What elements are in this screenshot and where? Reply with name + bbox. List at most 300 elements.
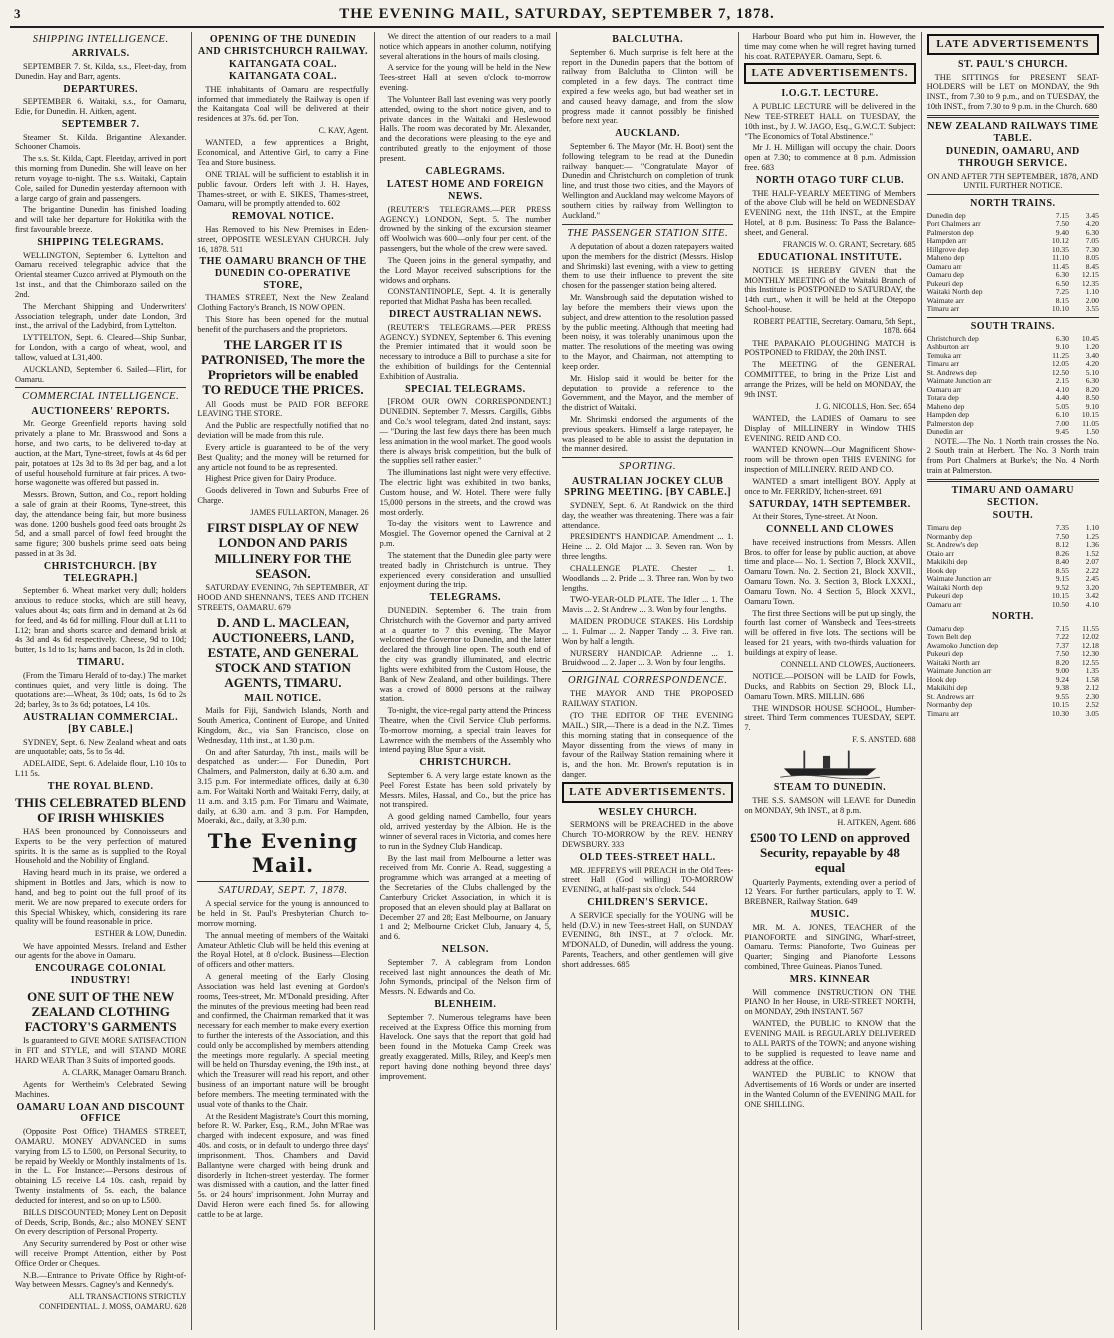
paragraph: September 7. Numerous telegrams have been received at the Express Office this morning from Havelock. One says that the report that gold had been found in the Motueka Camp Creek was greatly exaggerated. Mills, Riley, and Keep's men report having done nothing beyond three days' improvement. bbox=[379, 1012, 551, 1081]
train-time: 9.38 bbox=[1055, 683, 1069, 693]
display-advert-text: ONE SUIT OF THE NEW ZEALAND CLOTHING FACTORY'S GARMENTS bbox=[24, 988, 177, 1034]
paragraph: SEPTEMBER 6. Waitaki, s.s., for Oamaru, Edie, for Dunedin. H. Aitken, agent. bbox=[15, 97, 187, 117]
paragraph: THE MAYOR AND THE PROPOSED RAILWAY STATION. bbox=[561, 689, 734, 709]
paragraph: On and after Saturday, 7th inst., mails will be despatched as under:— For Dunedin, Port Chalmers, and Palmerston, daily at 6.30 a.m. and 3.15 p.m. For intermediate offices, daily at 6.30 a.m. For Waitaki North and Waitaki Ferry, daily, at 11 a.m. and 3.15 p.m. For Timaru and Waimate, daily, at 6.30 a.m. and 3 p.m. For Hampden, Moeraki, &c., daily, at 3.30 p.m. bbox=[197, 747, 369, 826]
timetable-row bbox=[927, 642, 1099, 651]
paragraph: ADELAIDE, Sept. 6. Adelaide flour, L10 10s to L11 5s. bbox=[15, 759, 187, 778]
train-time: 11.25 bbox=[1052, 350, 1069, 360]
timetable-row bbox=[927, 297, 1099, 306]
timetable-row bbox=[927, 254, 1099, 263]
timetable-row bbox=[927, 584, 1099, 593]
section-heading: ARRIVALS. bbox=[71, 48, 130, 60]
section-heading: THE ROYAL BLEND. bbox=[47, 780, 154, 792]
divider bbox=[927, 194, 1099, 195]
timetable-row bbox=[927, 377, 1099, 386]
paragraph: MAIDEN PRODUCE STAKES. His Lordship ... 1. Fulmar ... 2. Napper Tandy ... 3. Five ran. Won by half a length. bbox=[561, 617, 734, 646]
station-name: Timaru dep bbox=[926, 524, 962, 533]
train-time: 10.15 bbox=[1051, 591, 1069, 601]
section-heading: CONNELL AND CLOWES bbox=[766, 524, 894, 536]
paragraph: CHALLENGE PLATE. Chester ... 1. Woodlands ... 2. Pride ... 3. Three ran. Won by two lengths. bbox=[561, 563, 734, 593]
train-time: 2.15 bbox=[1055, 376, 1069, 386]
train-time: 9.45 bbox=[1055, 427, 1069, 437]
timetable-row bbox=[927, 360, 1099, 369]
station-name: Otaio arr bbox=[926, 549, 954, 558]
train-time: 2.22 bbox=[1085, 565, 1099, 575]
section-heading: STEAM TO DUNEDIN. bbox=[773, 782, 887, 794]
paragraph: WANTED, the PUBLIC to KNOW that the EVENING MAIL is REGULARLY DELIVERED to ALL PARTS of the TOWN; and anyone wishing to be supplied is requested to leave name and address at the office. bbox=[744, 1019, 916, 1068]
train-time: 8.55 bbox=[1055, 565, 1069, 575]
paragraph: A PUBLIC LECTURE will be delivered in the New TEE-STREET HALL on TUESDAY, the 10th inst., by J. W. JAGO, Esq., G.W.C.T. Subject: "The Economics of Total Abstinence." bbox=[744, 102, 916, 141]
section-heading: SATURDAY, 14TH SEPTEMBER. bbox=[749, 498, 911, 510]
railway-crossing-note: NOTE.—The No. 1 North train crosses the No. 2 South train at Herbert. The No. 3 North train from Port Chalmers at Burke's; the No. 4 North train at Palmerston. bbox=[926, 436, 1099, 476]
signature-line: H. AITKEN, Agent. 686 bbox=[837, 817, 916, 827]
section-heading: OLD TEES-STREET HALL. bbox=[579, 851, 716, 863]
train-time: 8.50 bbox=[1085, 393, 1099, 403]
train-time: 2.12 bbox=[1085, 683, 1099, 693]
paragraph: Mails for Fiji, Sandwich Islands, North and South America, Continent of Europe, and United Kingdom, &c., via San Francisco, close on Wednesday, 11th inst., at 1.30 p.m. bbox=[197, 706, 369, 745]
paragraph: Harbour Board who put him in. However, the time may come when he will regret having turned his coat. RATEPAYER. Oamaru, Sept. 6. bbox=[744, 32, 916, 61]
station-name: Normanby dep bbox=[926, 701, 972, 710]
train-time: 10.15 bbox=[1081, 410, 1099, 420]
train-time: 10.12 bbox=[1051, 236, 1069, 246]
paragraph: HAS been pronounced by Connoisseurs and Experts to be the very perfection of matured spirits. It is the same as is supplied to the Royal Household and the Nobility of England. bbox=[15, 826, 187, 866]
paragraph: Has Removed to his New Premises in Eden-street, OPPOSITE WESLEYAN CHURCH. July 16, 1878. 511 bbox=[197, 224, 369, 254]
paragraph: The first three Sections will be put up singly, the fourth last corner of Wansbeck and Tees-streets will be offered in five lots. The sections will be leased for 21 years, with two-thirds valuation for buildings at expiry of lease. bbox=[744, 608, 916, 657]
train-time: 4.20 bbox=[1085, 219, 1099, 229]
signature-line: ROBERT PEATTIE, Secretary. Oamaru, 5th Sept., 1878. 664 bbox=[753, 316, 916, 336]
timetable-row bbox=[927, 212, 1099, 221]
south-trains-heading: SOUTH TRAINS. bbox=[970, 320, 1055, 332]
station-name: Oamaru dep bbox=[926, 271, 964, 280]
station-name: Palmerston dep bbox=[926, 419, 974, 428]
column-1 bbox=[10, 32, 192, 1330]
paragraph: Agents for Wertheim's Celebrated Sewing Machines. bbox=[15, 1080, 187, 1099]
paragraph: Is guaranteed to GIVE MORE SATISFACTION in FIT and STYLE, and will STAND MORE HARD WEAR Than 3 Suits of imported goods. bbox=[15, 1036, 187, 1065]
signature-line: ESTHER & LOW, Dunedin. bbox=[94, 929, 187, 939]
paragraph: A special service for the young is announced to be held in St. Paul's Presbyterian Church to-morrow morning. bbox=[197, 899, 369, 928]
paragraph: SYDNEY, Sept. 6. At Randwick on the third day, the weather was threatening. There was a fair attendance. bbox=[561, 500, 734, 530]
train-time: 6.10 bbox=[1055, 410, 1069, 420]
paragraph: N.B.—Entrance to Private Office by Right-of-Way between Messrs. Cagney's and Kennedy's. bbox=[15, 1270, 187, 1290]
section-heading: I.O.G.T. LECTURE. bbox=[781, 88, 879, 100]
paragraph: SERMONS will be PREACHED in the above Church TO-MORROW by the REV. HENRY DEWSBURY. 333 bbox=[561, 820, 734, 850]
train-time: 6.50 bbox=[1055, 278, 1069, 288]
station-name: Pukeuri dep bbox=[926, 592, 964, 601]
timetable-row bbox=[927, 693, 1099, 702]
train-time: 5.05 bbox=[1055, 401, 1069, 411]
paragraph: This Store has been opened for the mutual benefit of the purchasers and the proprietors. bbox=[197, 315, 369, 334]
timetable-row bbox=[927, 271, 1099, 280]
section-heading: CHILDREN'S SERVICE. bbox=[587, 897, 709, 909]
train-time: 7.50 bbox=[1055, 219, 1069, 229]
paragraph: [FROM OUR OWN CORRESPONDENT.] DUNEDIN. September 7. Messrs. Cargills, Gibbs and Co.'s wool telegram, dated 2nd instant, says:— "During the last few days there has been much less animation in the wool market. The good wools there is always brisk competition, but the bulk of the supplies sell rather easier." bbox=[379, 397, 551, 466]
train-time: 9.55 bbox=[1055, 691, 1069, 701]
train-time: 12.35 bbox=[1081, 278, 1099, 288]
paragraph: THE PAPAKAIO PLOUGHING MATCH is POSTPONED to FRIDAY, the 20th INST. bbox=[744, 338, 916, 358]
paragraph: NURSERY HANDICAP. Adrienne ... 1. Bruidwood ... 2. Japer ... 3. Won by four lengths. bbox=[561, 648, 734, 668]
train-time: 12.18 bbox=[1081, 640, 1099, 650]
train-time: 1.52 bbox=[1085, 548, 1099, 558]
timetable-row bbox=[927, 394, 1099, 403]
section-heading: LATEST HOME AND FOREIGN NEWS. bbox=[386, 179, 544, 203]
station-name: St. Andrews dep bbox=[926, 368, 977, 377]
train-time: 9.15 bbox=[1055, 574, 1069, 584]
timetable-row bbox=[927, 229, 1099, 238]
paragraph: The s.s. St. Kilda, Capt. Fleetday, arrived in port this morning from Dunedin. She will leave on her return voyage to-night. The s.s. Waitaki, Captain Cole, sailed for Dunedin yesterday afternoon with a large cargo of grain and passengers. bbox=[15, 154, 187, 203]
paragraph: Messrs. Brown, Sutton, and Co., report holding a sale of grain at their Rooms, Tyne-street, this day, the attendance being fair, but more business was done. 1200 bushels good feed oats brought 2s 5d, and a small parcel of fowl feed brought the same figure; 300 bushels prime seed oats being passed in at 3s 3d. bbox=[15, 490, 187, 559]
train-time: 6.30 bbox=[1055, 333, 1069, 343]
timetable-row bbox=[927, 659, 1099, 668]
paragraph: (TO THE EDITOR OF THE EVENING MAIL.) SIR,—There is a dead in the N.Z. Times this morning stating that in consequence of the Mayor dissenting from the views of many in favour of the Railway Station remaining where it is, and the hon. Mr. Brown's reputation is in danger. bbox=[561, 711, 734, 780]
paragraph: (REUTER'S TELEGRAMS.—PER PRESS AGENCY.) LONDON, Sept. 5. The number drowned by the sinking of the excursion steamer off Woolwich was 600—only four per cent. of the passengers, but the whole of the crew were saved. bbox=[379, 204, 551, 254]
train-time: 2.07 bbox=[1085, 557, 1099, 567]
column-4 bbox=[557, 32, 739, 1330]
train-time: 4.40 bbox=[1055, 393, 1069, 403]
train-time: 5.10 bbox=[1085, 367, 1099, 377]
section-heading: KAITANGATA COAL. KAITANGATA COAL. bbox=[228, 59, 337, 83]
paragraph: ONE TRIAL will be sufficient to establish it in public favour. Orders left with J. H. Hayes, Thames-street, or with E. SIKES, Thames-street, Oamaru, will be promptly attended to. 602 bbox=[197, 169, 369, 209]
train-time: 9.10 bbox=[1055, 342, 1069, 352]
station-name: Dunedin arr bbox=[926, 428, 964, 437]
section-heading: NORTH OTAGO TURF CLUB. bbox=[755, 174, 905, 186]
section-heading: SPORTING. bbox=[619, 461, 677, 473]
station-name: Waimate arr bbox=[926, 296, 964, 305]
train-time: 3.40 bbox=[1085, 350, 1099, 360]
timetable-row bbox=[927, 575, 1099, 584]
divider bbox=[562, 457, 733, 458]
timetable-row bbox=[927, 592, 1099, 601]
train-time: 2.45 bbox=[1085, 574, 1099, 584]
paragraph: The illuminations last night were very effective. The electric light was exhibited in two banks, Custom house, and W. Hotel. There were fully 15,000 persons in the streets, and the crowd was most orderly. bbox=[379, 468, 551, 517]
station-name: Maheno dep bbox=[926, 402, 965, 411]
timetable-row bbox=[927, 550, 1099, 559]
train-time: 8.26 bbox=[1055, 548, 1069, 558]
paragraph: The MEETING of the GENERAL COMMITTEE, to bring in the Prize List and arrange the Prizes, will be held on MONDAY, the 9th INST. bbox=[744, 360, 916, 399]
train-time: 1.35 bbox=[1085, 666, 1099, 676]
train-time: 1.10 bbox=[1085, 287, 1099, 297]
section-heading: ORIGINAL CORRESPONDENCE. bbox=[567, 675, 728, 687]
north-timetable bbox=[927, 212, 1099, 314]
section-heading: MRS. KINNEAR bbox=[789, 973, 871, 985]
railway-effective-note: ON AND AFTER 7TH SEPTEMBER, 1878, AND UNTIL FURTHER NOTICE. bbox=[927, 171, 1099, 191]
paragraph: THE inhabitants of Oamaru are respectfully informed that immediately the Railway is open if the Kaitangata Coal will be delivered at their residences at 37s. 6d. per Ton. bbox=[197, 84, 369, 124]
train-time: 11.45 bbox=[1052, 261, 1069, 271]
editorial-title: The Evening Mail. bbox=[207, 829, 359, 877]
section-heading: COMMERCIAL INTELLIGENCE. bbox=[22, 391, 180, 403]
train-time: 4.10 bbox=[1085, 599, 1099, 609]
paragraph: PRESIDENT'S HANDICAP. Amendment ... 1. Heine ... 2. Old Major ... 3. Seven ran. Won by three lengths. bbox=[561, 532, 734, 562]
train-time: 9.40 bbox=[1055, 227, 1069, 237]
train-time: 1.36 bbox=[1085, 540, 1099, 550]
masthead-title: THE EVENING MAIL, SATURDAY, SEPTEMBER 7, 1878. bbox=[339, 6, 775, 22]
paragraph: THAMES STREET, Next the New Zealand Clothing Factory's Branch, IS NOW OPEN. bbox=[197, 293, 369, 313]
train-time: 11.05 bbox=[1082, 418, 1099, 428]
timetable-row bbox=[927, 369, 1099, 378]
paragraph: SYDNEY, Sept. 6. New Zealand wheat and oats are unquotable; oats, 5s to 5s 4d. bbox=[15, 737, 187, 757]
column-3 bbox=[375, 32, 557, 1330]
paragraph: AUCKLAND, September 6. Sailed—Flirt, for Oamaru. bbox=[15, 364, 187, 384]
paragraph: Mr. George Greenfield reports having sold privately a plane to Mr. Brasswood and Sons a horse, and two carts, to be delivered to-day at auction, at the Mart, Tyne-street, fowls at 4s 6d per pair, potatoes at 12s 3d to 8s 3d per bag, and a lot of useful household furniture at fair prices. A two-horse wagonette was offered but passed in. bbox=[15, 419, 187, 488]
paragraph: We have appointed Messrs. Ireland and Esther our agents for the above in Oamaru. bbox=[15, 941, 187, 961]
section-heading: DEPARTURES. bbox=[63, 83, 139, 95]
late-ads-banner: LATE ADVERTISEMENTS. bbox=[744, 63, 915, 84]
paragraph: September 6. The Mayor (Mr. H. Boot) sent the following telegram to be read at the Dunedin railway banquet:— "Congratulate Mayor of Dunedin and Christchurch on completion of trunk line, and trust those two cities, and the Mayors of Wellington and Auckland may welcome Mayors of southern cities by railway from Wellington to Auckland." bbox=[561, 142, 734, 220]
train-time: 2.00 bbox=[1085, 295, 1099, 305]
paragraph: WANTED the PUBLIC to KNOW that Advertisements of 16 Words or under are inserted in the Wanted Column of the EVENING MAIL for ONE SHILLING. bbox=[744, 1070, 916, 1109]
paragraph: NOTICE IS HEREBY GIVEN that the MONTHLY MEETING of the Waitaki Branch of this Institute is POSTPONED to SATURDAY, the 14th curt., when it will be held at the Otepopo School-house. bbox=[744, 265, 916, 315]
paragraph: Mr. Shrimski endorsed the arguments of the previous speakers. Himself a large ratepayer, he was pleased to be able to assist the deputation in the manner desired. bbox=[561, 414, 734, 454]
station-name: Maheno dep bbox=[926, 254, 965, 263]
divider bbox=[927, 479, 1099, 482]
station-name: Town Belt dep bbox=[926, 633, 972, 642]
station-name: Timaru arr bbox=[926, 305, 960, 314]
train-time: 8.05 bbox=[1085, 253, 1099, 263]
north-trains-heading: NORTH TRAINS. bbox=[970, 198, 1056, 210]
station-name: Waitaki North dep bbox=[926, 288, 983, 297]
timetable-row bbox=[927, 533, 1099, 542]
paragraph: Mr. Hislop said it would be better for the deputation to provide a reference to the Government, and the Mayor, and the member of the district of Waitaki. bbox=[561, 373, 734, 413]
paragraph: THE S.S. SAMSON will LEAVE for Dunedin on MONDAY, 9th INST., at 8 p.m. bbox=[744, 796, 916, 815]
station-name: Waimate Junction arr bbox=[926, 377, 992, 386]
train-time: 2.30 bbox=[1085, 691, 1099, 701]
paragraph: WANTED KNOWN—Our Magnificent Show-room will be thrown open THIS EVENING for inspection of MILLINERY. REID AND CO. bbox=[744, 445, 916, 475]
paragraph: The Merchant Shipping and Underwriters' Association telegraph, under date London, 3rd inst., the arrival of the Ladybird, from Lyttelton. bbox=[15, 301, 187, 331]
train-time: 12.05 bbox=[1051, 359, 1069, 369]
paragraph: DUNEDIN. September 6. The train from Christchurch with the Governor and party arrived at a quarter to 7 this evening. The Mayor welcomed the Governor to Dunedin, and the latter declared the through line open. The south end of the city was grandly illuminated, and electric lights were exhibited from the Custom House, the Bank of New Zealand, and other buildings. There was a crowd of 8000 persons at the railway station. bbox=[379, 605, 551, 704]
timetable-row bbox=[927, 567, 1099, 576]
paragraph: September 6. A very large estate known as the Peel Forest Estate has been sold privately by Messrs. Miles, Hassal, and Co., but the price has not transpired. bbox=[379, 770, 551, 810]
train-time: 12.30 bbox=[1081, 649, 1099, 659]
timetable-row bbox=[927, 601, 1099, 610]
section-heading: TELEGRAMS. bbox=[429, 592, 502, 604]
paragraph: The statement that the Dunedin glee party were treated badly in Christchurch is untrue. They experienced every consideration and unsullied enjoyment during the trip. bbox=[379, 550, 551, 590]
timetable-row bbox=[927, 633, 1099, 642]
timetable-row bbox=[927, 335, 1099, 344]
train-time: 11.10 bbox=[1052, 253, 1069, 263]
paragraph: The Volunteer Ball last evening was very poorly attended, owing to the short notice given, and to private dances in the Waitaki and Heslewood Halls. The room was decorated by Mr. Alexander, and the decorations were pleasing to the eye and contributed greatly to the enjoyment of those present. bbox=[379, 94, 551, 163]
paragraph: TWO-YEAR-OLD PLATE. The Idler ... 1. The Mavis ... 2. St Andrew ... 3. Won by four lengths. bbox=[561, 595, 734, 615]
timetable-row bbox=[927, 411, 1099, 420]
station-name: Hampden arr bbox=[926, 237, 967, 246]
train-time: 7.00 bbox=[1055, 418, 1069, 428]
section-heading: AUSTRALIAN JOCKEY CLUB SPRING MEETING. [BY CABLE.] bbox=[564, 475, 732, 499]
station-name: Ashburton arr bbox=[926, 343, 970, 352]
station-name: Oamaru arr bbox=[926, 385, 962, 394]
section-heading: OAMARU LOAN AND DISCOUNT OFFICE bbox=[16, 1101, 185, 1125]
section-heading: WESLEY CHURCH. bbox=[598, 806, 698, 818]
train-time: 6.30 bbox=[1085, 376, 1099, 386]
steamship-illustration bbox=[753, 747, 907, 779]
train-time: 10.15 bbox=[1051, 700, 1069, 710]
station-name: Temuka arr bbox=[926, 351, 962, 360]
train-time: 3.20 bbox=[1085, 582, 1099, 592]
train-time: 8.40 bbox=[1055, 557, 1069, 567]
train-time: 10.35 bbox=[1051, 244, 1069, 254]
station-name: Timaru arr bbox=[926, 709, 960, 718]
train-time: 7.15 bbox=[1055, 623, 1069, 633]
train-time: 8.12 bbox=[1055, 540, 1069, 550]
st-pauls-notice: THE SITTINGS for PRESENT SEAT-HOLDERS will be LET on MONDAY, the 9th INST., from 7.30 to 9 p.m., and on TUESDAY, the 10th INST., from 7.30 to 9 p.m. in the Church. 680 bbox=[926, 72, 1099, 112]
train-time: 3.05 bbox=[1085, 708, 1099, 718]
signature-line: A. CLARK, Manager Oamaru Branch. bbox=[62, 1067, 187, 1077]
paragraph: WELLINGTON, September 6. Lyttelton and Oamaru received telegraphic advice that the Oriental steamer Cuzco arrived at Plymouth on the 1st inst., and that the Chimborazo sailed on the 2nd. bbox=[15, 250, 187, 299]
train-time: 8.15 bbox=[1055, 295, 1069, 305]
timetable-row bbox=[927, 667, 1099, 676]
station-name: Oamaru arr bbox=[926, 600, 962, 609]
section-heading: NELSON. bbox=[441, 944, 489, 956]
display-advert-text: £500 TO LEND on approved Security, repayable by 48 equal bbox=[750, 830, 910, 876]
timetable-row bbox=[927, 288, 1099, 297]
paragraph: (Opposite Post Office) THAMES STREET, OAMARU. MONEY ADVANCED in sums varying from L5 to L500, on Personal Security, to be repaid by Weekly or Monthly instalments of 1s. in the L. For Instance:—Persons desirous of obtaining L5 receive L4 10s. cash, repaid by Twenty instalments of 5s. each, the balance deducted for interest, and so on up to L500. bbox=[15, 1127, 187, 1205]
paragraph: (From the Timaru Herald of to-day.) The market continues quiet, and very little is doing. The quotations are:—Wheat, 3s 10d; oats, 1s 6d to 2s 2d; barley, 3s to 3s 6d; potatoes, L4 10s. bbox=[15, 670, 187, 710]
section-heading: CHRISTCHURCH. [BY TELEGRAPH.] bbox=[43, 560, 158, 584]
train-time: 7.05 bbox=[1085, 236, 1099, 246]
train-time: 10.30 bbox=[1051, 708, 1069, 718]
station-name: Waimate Junction arr bbox=[926, 575, 992, 584]
train-time: 1.25 bbox=[1085, 531, 1099, 541]
signature-line: JAMES FULLARTON, Manager. 26 bbox=[250, 507, 369, 517]
timetable-row bbox=[927, 676, 1099, 685]
paragraph: THE WINDSOR HOUSE SCHOOL, Humber-street. Third Term commences TUESDAY, SEPT. 7. bbox=[744, 703, 916, 733]
paragraph: BILLS DISCOUNTED; Money Lent on Deposit of Deeds, Scrip, Bonds, &c.; also MONEY SENT On every description of Personal Property. bbox=[15, 1207, 187, 1237]
timetable-row bbox=[927, 246, 1099, 255]
station-name: Normanby dep bbox=[926, 532, 972, 541]
column-5 bbox=[739, 32, 921, 1330]
train-time: 7.22 bbox=[1055, 632, 1069, 642]
paragraph: Highest Price given for Dairy Produce. bbox=[205, 474, 337, 484]
timetable-row bbox=[927, 237, 1099, 246]
paragraph: September 6. Wheat market very dull; holders anxious to reduce stocks, which are still heavy, values about 4s; oats firm and in demand at 2s 6d for feed, and 4s 6d for milling. Flour dull at L11 to L12; bran and shorts scarce and demand brisk at 4s 3d and 4s 6d respectively. Cheese, 9d to 10d; butter, 1s 1d to 1s; hams and bacon, 1s 2d in cloth. bbox=[15, 586, 187, 655]
section-heading: AUCKLAND. bbox=[615, 128, 681, 140]
timetable-row bbox=[927, 701, 1099, 710]
signature-line: CONNELL AND CLOWES, Auctioneers. bbox=[780, 659, 916, 669]
paragraph: (REUTER'S TELEGRAMS.—PER PRESS AGENCY.) SYDNEY, September 6. This evening the Premier intimated that it would soon be necessary to introduce a Bill to purchase a site for the exhibition of buildings for the Centennial Exhibition of Australia. bbox=[379, 322, 551, 381]
train-time: 4.20 bbox=[1085, 359, 1099, 369]
timetable-row bbox=[927, 541, 1099, 550]
timetable-row bbox=[927, 263, 1099, 272]
timetable-row bbox=[927, 650, 1099, 659]
paragraph: LYTTELTON, Sept. 6. Cleared—Ship Sunbar, for London, with a cargo of wheat, wool, and tallow, valued at L31,400. bbox=[15, 333, 187, 362]
timetable-row bbox=[927, 403, 1099, 412]
station-name: Oamaru dep bbox=[926, 624, 964, 633]
train-time: 9.24 bbox=[1055, 674, 1069, 684]
paragraph: A deputation of about a dozen ratepayers waited upon the members for the district (Messrs. Hislop and Shrimski) last evening, with a view to getting them to use their influence to prevent the site chosen for the passenger station being altered. bbox=[561, 241, 734, 291]
paragraph: A good gelding named Cambello, four years old, arrived yesterday by the Albion. He is the winner of several races in Victoria, and comes here to run in the Sydney Club Handicap. bbox=[379, 812, 551, 851]
timaru-oamaru-heading: TIMARU AND OAMARU SECTION. bbox=[951, 484, 1075, 508]
train-time: 9.10 bbox=[1085, 401, 1099, 411]
station-name: Waitaki North dep bbox=[926, 583, 983, 592]
section-heading: THE OAMARU BRANCH OF THE DUNEDIN CO-OPERATIVE STORE, bbox=[199, 256, 367, 291]
paragraph: September 7. A cablegram from London received last night announces the death of Mr. John Symonds, principal of the Nelson firm of Messrs. N. Edwards and Co. bbox=[379, 957, 551, 997]
paragraph: Any Security surrendered by Post or other wise will receive Prompt Attention, either by Post Office Order or Cheques. bbox=[15, 1239, 187, 1268]
st-pauls-heading: ST. PAUL'S CHURCH. bbox=[957, 58, 1068, 70]
timetable-row bbox=[927, 343, 1099, 352]
paragraph: The Queen joins in the general sympathy, and the Lord Mayor received subscriptions for the widows and orphans. bbox=[379, 255, 551, 285]
page-number: 3 bbox=[14, 6, 22, 21]
station-name: Hook dep bbox=[926, 566, 957, 575]
paragraph: have received instructions from Messrs. Allen Bros. to offer for lease by public auction, at above time and place— No. 1. Section 7, Block XXVII., Oamaru Town. No. 2. Section 21, Block XXVII., Oamaru Town. No. 3. Section 3, Block LXXXI., Oamaru Town. No. 4 Section 5, Block XXVI., Oamaru Town. bbox=[744, 537, 916, 606]
section-heading: SEPTEMBER 7. bbox=[61, 118, 140, 130]
paragraph: NOTICE.—POISON will be LAID for Fowls, Ducks, and Rabbits on Section 29, Block LI., Oamaru Town. MRS. MILLIN. 686 bbox=[744, 672, 916, 701]
display-advert-text: FIRST DISPLAY OF NEW LONDON AND PARIS MILLINERY FOR THE SEASON. bbox=[207, 520, 359, 581]
train-time: 10.10 bbox=[1051, 304, 1069, 314]
station-name: Dunedin dep bbox=[926, 211, 966, 220]
station-name: Hook dep bbox=[926, 675, 957, 684]
section-heading: SPECIAL TELEGRAMS. bbox=[405, 383, 526, 395]
paragraph: MR. M. A. JONES, TEACHER of the PIANOFORTE and SINGING, Wharf-street, Oamaru. Terms: Pianoforte, Two Guineas per Quarter; Singing and Pianoforte Lessons combined, Three Guineas. Pianos Tuned. bbox=[744, 922, 916, 972]
paragraph: Steamer St. Kilda. Brigantine Alexander. Schooner Chamois. bbox=[15, 132, 187, 152]
section-heading: OPENING OF THE DUNEDIN AND CHRISTCHURCH RAILWAY. bbox=[197, 34, 369, 57]
masthead bbox=[10, 6, 1104, 28]
section-heading: SHIPPING TELEGRAMS. bbox=[37, 236, 164, 248]
train-time: 1.58 bbox=[1085, 674, 1099, 684]
railway-subheading: DUNEDIN, OAMARU, AND THROUGH SERVICE. bbox=[945, 146, 1080, 169]
section-heading: AUCTIONEERS' REPORTS. bbox=[31, 405, 170, 417]
paragraph: A general meeting of the Early Closing Association was held last evening at Gordon's rooms, Tees-street, Mr. M'Donald presiding. After the minutes of the previous meeting had been read and confirmed, the Chairman remarked that it was necessary for each member to make every exertion to further the interests of the Association, and this could only be accomplished by members attending the meetings more regularly. A special meeting will be held on Thursday evening, the 19th inst., at which the Treasurer will read his report, and other business of an important nature will be brought before members. The meeting terminated with the usual vote of thanks to the Chair. bbox=[197, 972, 369, 1109]
train-time: 7.15 bbox=[1055, 210, 1069, 220]
section-north-timetable bbox=[927, 625, 1099, 719]
train-time: 8.45 bbox=[1085, 261, 1099, 271]
paragraph: Goods delivered in Town and Suburbs Free of Charge. bbox=[197, 486, 369, 506]
train-time: 8.20 bbox=[1055, 657, 1069, 667]
divider bbox=[927, 317, 1099, 318]
section-south-timetable bbox=[927, 524, 1099, 609]
train-time: 7.35 bbox=[1055, 523, 1069, 533]
train-time: 12.55 bbox=[1081, 657, 1099, 667]
train-time: 12.15 bbox=[1081, 270, 1099, 280]
divider bbox=[927, 115, 1099, 118]
timetable-row bbox=[927, 352, 1099, 361]
train-time: 9.00 bbox=[1055, 666, 1069, 676]
train-time: 11.55 bbox=[1082, 623, 1099, 633]
station-name: Awamoko Junction dep bbox=[926, 641, 999, 650]
timetable-row bbox=[927, 305, 1099, 314]
train-time: 8.20 bbox=[1085, 384, 1099, 394]
station-name: Totara dep bbox=[926, 394, 959, 403]
station-name: Makikihi dep bbox=[926, 684, 968, 693]
section-heading: SHIPPING INTELLIGENCE. bbox=[32, 34, 169, 45]
section-heading: BLENHEIM. bbox=[434, 999, 497, 1011]
divider bbox=[15, 387, 186, 388]
paragraph: By the last mail from Melbourne a letter was received from Mr. Conrie A. Read, suggesting a programme which was arranged at a meeting of the Secretaries of the Clubs challenged by the Canterbury Cricket Association, in which it is proposed that an eleven should play at Ballarat on December 27 and 28; East Melbourne, on January 1 and 2; Melbourne Cricket Club, January 4, 5, and 6. bbox=[379, 853, 551, 942]
section-heading: MAIL NOTICE. bbox=[244, 692, 322, 704]
railway-heading: NEW ZEALAND RAILWAYS TIME TABLE. bbox=[927, 120, 1099, 144]
columns bbox=[10, 32, 1104, 1330]
paragraph: A service for the young will be held in the New Tees-street Hall at seven o'clock to-morrow evening. bbox=[379, 63, 551, 93]
signature-line: FRANCIS W. O. GRANT, Secretary. 685 bbox=[782, 239, 916, 249]
train-time: 9.52 bbox=[1055, 582, 1069, 592]
train-time: 3.45 bbox=[1085, 210, 1099, 220]
paragraph: Mr. Wansbrough said the deputation wished to lay before the members their views upon the subject, and drew attention to the resolution passed by the public meeting. Although that meeting had been noisy, it was tolerably unanimous upon the matter. The resolutions of the meeting was owing to the Mayor, and Chairman, not attempting to keep order. bbox=[561, 293, 734, 371]
train-time: 12.50 bbox=[1051, 367, 1069, 377]
train-time: 2.52 bbox=[1085, 700, 1099, 710]
north-heading: NORTH. bbox=[991, 611, 1034, 623]
section-heading: ENCOURAGE COLONIAL INDUSTRY! bbox=[35, 963, 167, 986]
paragraph: CONSTANTINOPLE, Sept. 4. It is generally reported that Midhat Pasha has been recalled. bbox=[379, 287, 551, 307]
section-heading: SATURDAY, SEPT. 7, 1878. bbox=[218, 884, 348, 896]
late-ads-banner: LATE ADVERTISEMENTS bbox=[927, 34, 1099, 55]
train-time: 7.50 bbox=[1055, 649, 1069, 659]
train-time: 7.30 bbox=[1085, 244, 1099, 254]
divider bbox=[562, 671, 733, 672]
section-heading: CABLEGRAMS. bbox=[425, 165, 506, 177]
divider bbox=[562, 224, 733, 225]
column-2 bbox=[192, 32, 374, 1330]
section-heading: REMOVAL NOTICE. bbox=[231, 211, 335, 223]
paragraph: We direct the attention of our readers to a mail notice which appears in another column, notifying several alterations in the hours of mails closing. bbox=[379, 32, 551, 61]
train-time: 1.20 bbox=[1085, 342, 1099, 352]
section-heading: EDUCATIONAL INSTITUTE. bbox=[757, 252, 903, 264]
